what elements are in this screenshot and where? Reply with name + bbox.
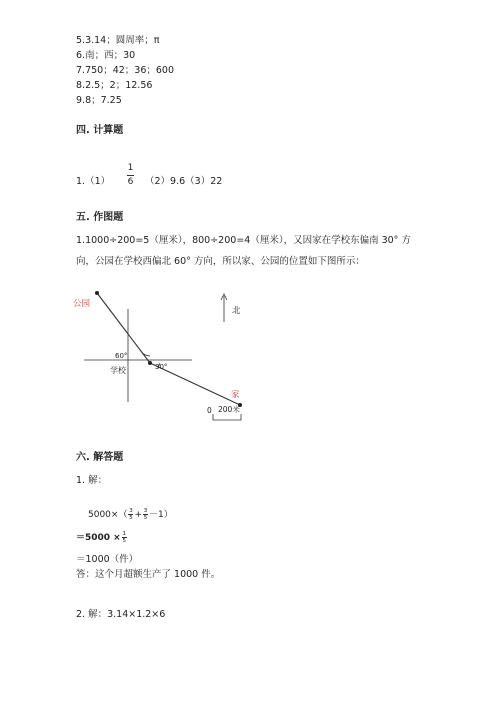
angle-30-label: 30° bbox=[155, 363, 168, 371]
expression-line-3: ＝1000（件） bbox=[76, 554, 139, 565]
calc-item-prefix: 1.（1） bbox=[76, 176, 111, 187]
answer-line-7: 7.750；42；36；600 bbox=[76, 65, 175, 76]
angle-60-label: 60° bbox=[115, 352, 128, 360]
fraction-denominator: 5 bbox=[129, 515, 133, 521]
fraction-one-fifth bbox=[122, 531, 127, 544]
question-2-line: 2. 解：3.14×1.2×6 bbox=[76, 609, 166, 620]
fraction-numerator: 3 bbox=[129, 508, 133, 514]
fraction-denominator: 5 bbox=[122, 538, 126, 544]
answer-line-5: 5.3.14；圆周率；π bbox=[76, 35, 160, 46]
home-label: 家 bbox=[231, 390, 240, 400]
answer-statement: 答：这个月超额生产了 1000 件。 bbox=[76, 569, 221, 580]
answer-line-8: 8.2.5；2；12.56 bbox=[76, 80, 153, 91]
fraction-denominator: 6 bbox=[127, 177, 134, 187]
fraction-three-fifths-a bbox=[128, 508, 133, 521]
plus-sign: + bbox=[134, 510, 142, 520]
question-1-label: 1. 解： bbox=[76, 475, 108, 486]
north-label: 北 bbox=[232, 306, 241, 316]
scale-zero-label: 0 bbox=[207, 406, 212, 415]
fraction-denominator: 5 bbox=[143, 515, 148, 521]
drawing-text-line-1: 1.1000÷200=5（厘米），800÷200=4（厘米），又因家在学校东偏南 30° 方 bbox=[76, 235, 411, 246]
scale-bar bbox=[213, 414, 241, 420]
expression-line-1 bbox=[88, 508, 173, 522]
expression-line-2 bbox=[76, 531, 128, 545]
fraction-numerator: 1 bbox=[122, 531, 126, 537]
answer-line-6: 6.南；西；30 bbox=[76, 50, 136, 61]
drawing-text-line-2: 向，公园在学校西偏北 60° 方向，所以家、公园的位置如下图所示： bbox=[76, 256, 365, 267]
expression-prefix: 5000×（ bbox=[88, 510, 128, 520]
section-heading-calculation: 四. 计算题 bbox=[76, 125, 124, 136]
fraction-numerator: 1 bbox=[127, 163, 134, 173]
answer-line-9: 9.8；7.25 bbox=[76, 95, 122, 106]
park-point bbox=[95, 291, 99, 295]
fraction-numerator: 3 bbox=[143, 508, 148, 514]
school-point bbox=[148, 361, 152, 365]
expression-suffix: －1） bbox=[149, 510, 173, 520]
scale-distance-label: 200米 bbox=[218, 405, 240, 414]
expression-line-2-prefix: ＝5000 × bbox=[76, 533, 121, 543]
section-heading-drawing: 五. 作图题 bbox=[76, 212, 124, 223]
fraction-three-fifths-b bbox=[143, 508, 148, 521]
park-label: 公园 bbox=[73, 299, 91, 309]
school-label: 学校 bbox=[110, 366, 126, 375]
calc-item-rest: （2）9.6（3）22 bbox=[145, 176, 223, 187]
section-heading-solutions: 六. 解答题 bbox=[76, 452, 124, 463]
